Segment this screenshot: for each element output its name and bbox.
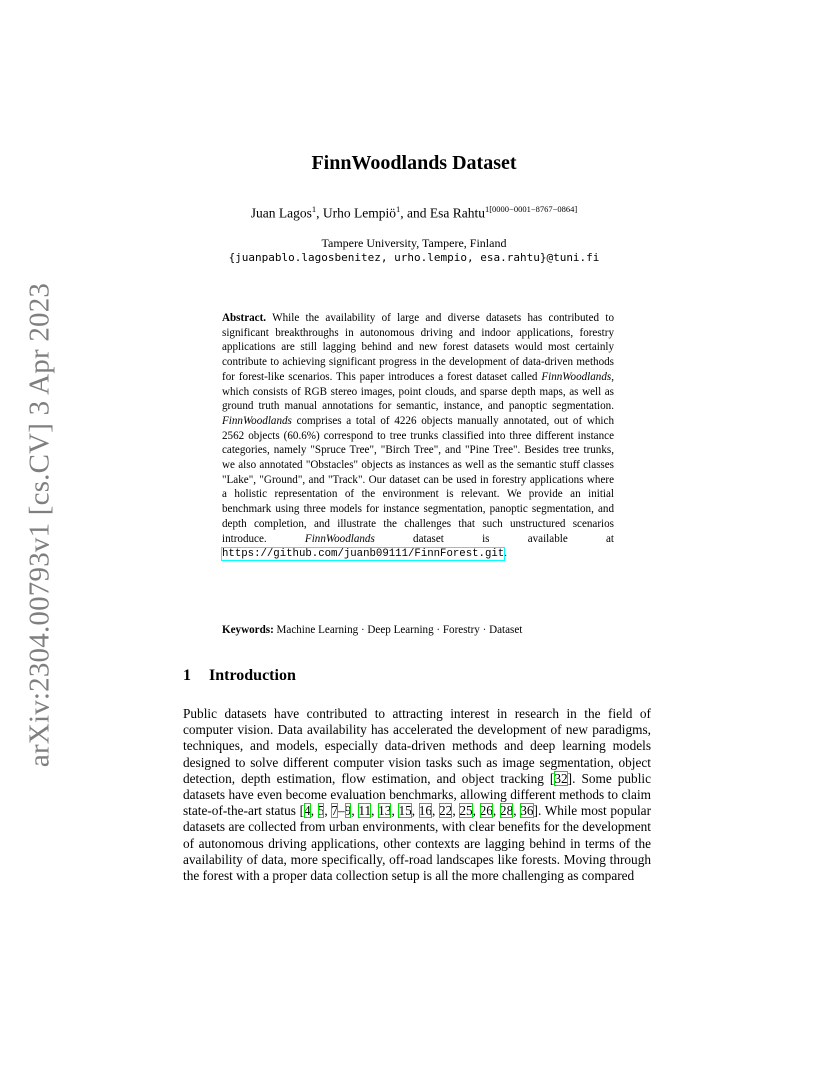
author-separator: , and [400, 205, 430, 221]
introduction-paragraph: Public datasets have contributed to attracting interest in research in the field of computer vision. Data availability has accelerated the development of new paradigms, techniques, and models, especially data-driven methods and deep learning models designed to solve different computer vision tasks such as image segmentation, object detection, depth estimation, flow estimation, and object tracking [32]. Some public datasets have even become evaluation benchmarks, allowing different methods to claim state-of-the-art status [4, 5, 7–9, 11, 13, 15, 16, 22, 25, 26, 28, 36]. While most popular datasets are collected from urban environments, with clear benefits for the development of autonomous driving applications, other contexts are lagging behind in terms of the availability of data, more specifically, off-road landscapes like forests. Moving through the forest with a proper data collection setup is all the more challenging as compared [183, 706, 651, 884]
citation-link[interactable]: 36 [520, 803, 534, 819]
arxiv-identifier-text: arXiv:2304.00793v1 [cs.CV] 3 Apr 2023 [23, 282, 56, 768]
author-emails: {juanpablo.lagosbenitez, urho.lempio, esa.rahtu}@tuni.fi [228, 251, 600, 264]
citation-link[interactable]: 28 [499, 803, 514, 819]
citation-link[interactable]: 25 [459, 803, 473, 819]
citation-link[interactable]: 4 [304, 803, 311, 819]
author-affiliation-mark: 1 [395, 204, 401, 214]
paragraph-text: ]. While most popular datasets are collected from urban environments, with clear benefits for the development of autonomous driving applications, other contexts are lagging behind in terms of the availability of data, more specifically, off-road landscapes like forests. Moving through the forest with a proper data collection setup is all the more challenging as compared [183, 803, 651, 884]
author-name: Esa Rahtu [429, 205, 485, 221]
keywords-label: Keywords: [222, 624, 274, 636]
author-name: Juan Lagos [250, 205, 312, 221]
section-number: 1 [183, 667, 191, 684]
paragraph-text: Public datasets have contributed to attracting interest in research in the field of computer vision. Data availability has accelerated the development of new paradigms, techniques, and models, especially data-driven methods and deep learning models designed to solve different computer vision tasks such as image segmentation, object detection, depth estimation, flow estimation, and object tracking [ [183, 706, 651, 786]
author-list [0, 204, 828, 222]
abstract-text: While the availability of large and diverse datasets has contributed to significant breakthroughs in autonomous driving and indoor applications, forestry applications are still lagging behind and new forest datasets would most certainly contribute to achieving significant progress in the development of data-driven methods for forest-like scenarios. This paper introduces a forest dataset called [222, 312, 614, 383]
dataset-url-link[interactable]: https://github.com/juanb09111/FinnForest.git [222, 548, 505, 561]
abstract-text: dataset is available at [374, 532, 614, 545]
author-separator: , [316, 205, 323, 221]
arxiv-identifier [20, 282, 60, 768]
citation-link[interactable]: 16 [418, 803, 433, 819]
paper-title: FinnWoodlands Dataset [311, 152, 517, 174]
citation-link[interactable]: 13 [378, 803, 392, 819]
author-name: Urho Lempiö [322, 205, 396, 221]
section-title: Introduction [209, 667, 296, 684]
citation-link[interactable]: 9 [344, 803, 352, 819]
citation-link[interactable]: 22 [439, 803, 453, 819]
citation-link[interactable]: 32 [554, 770, 568, 786]
citation-link[interactable]: 5 [317, 803, 325, 819]
author-orcid-mark: 1[0000−0001−8767−0864] [484, 204, 578, 214]
citation-link[interactable]: 26 [479, 803, 493, 819]
dataset-name: FinnWoodlands [304, 532, 375, 545]
dataset-name: FinnWoodlands [222, 414, 292, 427]
dataset-name: FinnWoodlands [541, 370, 612, 383]
keywords [222, 624, 614, 636]
citation-link[interactable]: 11 [358, 803, 372, 819]
author-affiliation-mark: 1 [311, 204, 317, 214]
abstract [222, 311, 614, 562]
abstract-text: . [504, 547, 507, 560]
abstract-text: comprises a total of 4226 objects manually annotated, out of which 2562 objects (60.6%) correspond to tree trunks classified into three different instance categories, namely "Spruce Tree", "Birch Tree", and "Pine Tree". Besides tree trunks, we also annotated "Obstacles" objects as instances as well as the semantic stuff classes "Lake", "Ground", and "Track". Our dataset can be used in forestry applications where a holistic representation of the environment is relevant. We provide an initial benchmark using three models for instance segmentation, panoptic segmentation, and depth completion, and illustrate the challenges that such unstructured scenarios introduce. [222, 414, 614, 545]
abstract-label: Abstract. [222, 312, 267, 324]
affiliation: Tampere University, Tampere, Finland [321, 236, 507, 250]
keywords-list: Machine Learning · Deep Learning · Forestry · Dataset [273, 624, 523, 636]
citation-link[interactable]: 15 [398, 803, 412, 819]
section-heading [183, 667, 296, 685]
paragraph-text: ]. Some public datasets have even become evaluation benchmarks, allowing different methods to claim state-of-the-art status [ [183, 770, 651, 819]
citation-link[interactable]: 7 [331, 803, 339, 819]
abstract-text: , which consists of RGB stereo images, point clouds, and sparse depth maps, as well as ground truth manual annotations for semantic, instance, and panoptic segmentation. [222, 370, 614, 413]
